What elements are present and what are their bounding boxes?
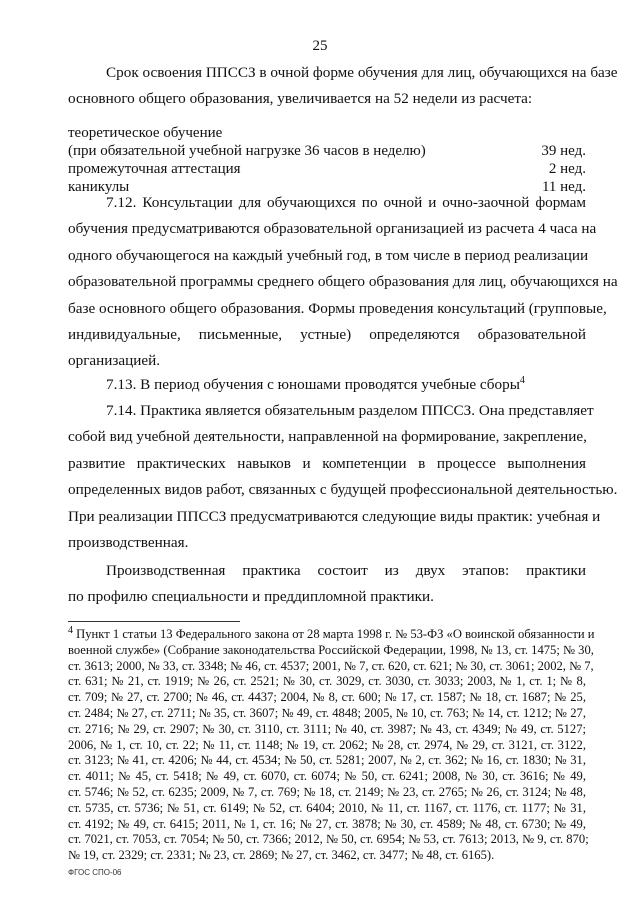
footnote-marker: 4: [68, 624, 73, 636]
p712-line: одного обучающегося на каждый учебный год, в том числе в период реализации: [68, 246, 589, 264]
footnote-line: ст. 2484; № 27, ст. 2711; № 35, ст. 3607; № 49, ст. 4848; 2005, № 10, ст. 763; № 14, ст. 1212; № 27,: [68, 705, 586, 720]
paragraph-production-practice: [68, 558, 586, 611]
pprod-line: Производственная практика состоит из двух этапов: практики: [106, 562, 586, 579]
footnote-reference: 4: [519, 374, 525, 386]
pprod-line: по профилю специальности и преддипломной практики.: [68, 588, 434, 606]
intro-line: Срок освоения ППССЗ в очной форме обучения для лиц, обучающихся на базе: [106, 64, 618, 81]
footnote-line: ст. 2716; № 29, ст. 2907; № 30, ст. 3110, ст. 3111; № 40, ст. 3987; № 43, ст. 4349; № 49, ст. 5127;: [68, 721, 586, 736]
schedule-label: (при обязательной учебной нагрузке 36 часов в неделю): [68, 143, 426, 159]
schedule-label: каникулы: [68, 179, 130, 195]
footnote-line: ст. 5735, ст. 5736; № 51, ст. 6149; № 52, ст. 6404; 2010, № 11, ст. 1167, ст. 1176, ст. 1177; № 31,: [68, 800, 586, 815]
footnote-line: ст. 3613; 2000, № 33, ст. 3348; № 46, ст. 4537; 2001, № 7, ст. 620, ст. 621; № 30, ст. 3061; 2002, № 7,: [68, 658, 594, 673]
footnote-line: № 19, ст. 2329; ст. 2331; № 23, ст. 2869; № 27, ст. 3462, ст. 3477; № 48, ст. 6165).: [68, 848, 495, 863]
schedule-row: [68, 160, 586, 178]
p714-line: собой вид учебной деятельности, направленной на формирование, закрепление,: [68, 428, 587, 446]
p712-line: образовательной программы среднего общего образования для лиц, обучающихся на: [68, 273, 618, 291]
schedule-row: [68, 142, 586, 160]
schedule-value: 2 нед.: [548, 161, 586, 177]
paragraph-7-12: [68, 190, 618, 375]
footnote-line: ст. 3123; № 41, ст. 4206; № 44, ст. 4534; № 50, ст. 5281; 2007, № 2, ст. 362; № 16, ст. 1830; № 31,: [68, 753, 586, 768]
schedule-value: [526, 124, 586, 142]
p714-line: При реализации ППССЗ предусматриваются следующие виды практик: учебная и: [68, 507, 601, 525]
schedule-label: промежуточная аттестация: [68, 161, 241, 177]
footnote-line: ст. 7021, ст. 7053, ст. 7054; № 50, ст. 7366; 2012, № 50, ст. 6954; № 53, ст. 7613; 2013, № 9, ст. 870;: [68, 832, 589, 847]
footnote-line: ст. 709; № 27, ст. 2700; № 46, ст. 4437; 2004, № 8, ст. 600; № 17, ст. 1587; № 18, ст. 1687; № 25,: [68, 690, 586, 705]
p712-line: базе основного общего образования. Формы проведения консультаций (групповые,: [68, 299, 607, 317]
schedule-label: теоретическое обучение: [68, 125, 223, 141]
footnote-line: [68, 624, 595, 643]
p712-line: индивидуальные, письменные, устные) определяются образовательной: [68, 326, 586, 344]
paragraph-7-13-text: 7.13. В период обучения с юношами проводятся учебные сборы: [106, 376, 520, 393]
footnote-line: ст. 4192; № 49, ст. 6415; 2011, № 1, ст. 16; № 27, ст. 3878; № 30, ст. 4589; № 48, ст. 6730; № 49,: [68, 816, 586, 831]
p714-line: определенных видов работ, связанных с будущей профессиональной деятельностью.: [68, 481, 618, 499]
schedule-row: [68, 124, 586, 142]
p714-line: развитие практических навыков и компетенции в процессе выполнения: [68, 454, 586, 472]
paragraph-7-14: [68, 398, 618, 556]
p712-line: 7.12. Консультации для обучающихся по очной и очно-заочной формам: [106, 194, 586, 211]
p712-line: обучения предусматриваются образовательной организацией из расчета 4 часа на: [68, 220, 597, 238]
footnote: [68, 624, 595, 864]
study-schedule: [68, 124, 586, 196]
footnote-line: ст. 631; № 21, ст. 1919; № 26, ст. 2521; № 30, ст. 3029, ст. 3030, ст. 3033; 2003, № 1, ст. 1; № 8,: [68, 674, 586, 689]
intro-line: основного общего образования, увеличивается на 52 недели из расчета:: [68, 90, 533, 108]
footnote-line: ст. 4011; № 45, ст. 5418; № 49, ст. 6070, ст. 6074; № 50, ст. 6241; 2008, № 30, ст. 3616; № 49,: [68, 769, 586, 784]
footnote-line: военной службе» (Собрание законодательства Российской Федерации, 1998, № 13, ст. 1475; № 30,: [68, 642, 594, 657]
footnote-line-text: Пункт 1 статьи 13 Федерального закона от 28 марта 1998 г. № 53-ФЗ «О воинской обязанности и: [73, 627, 595, 641]
footnote-line: 2006, № 1, ст. 10, ст. 22; № 11, ст. 1148; № 19, ст. 2062; № 28, ст. 2974, № 29, ст. 3121, ст. 3122,: [68, 737, 586, 752]
footnote-line: ст. 5746; № 52, ст. 6235; 2009, № 7, ст. 769; № 18, ст. 2149; № 23, ст. 2765; № 26, ст. 3124; № 48,: [68, 784, 586, 799]
page-number: 25: [312, 38, 328, 54]
p712-line: организацией.: [68, 352, 161, 370]
p714-line: производственная.: [68, 534, 189, 552]
footnote-rule: [68, 621, 240, 622]
intro-paragraph: [68, 60, 618, 113]
paragraph-7-13: [68, 372, 586, 398]
schedule-value: 39 нед.: [541, 143, 586, 159]
p714-line: 7.14. Практика является обязательным разделом ППССЗ. Она представляет: [106, 402, 594, 419]
footer-label: ФГОС СПО-06: [68, 868, 122, 877]
schedule-value: 11 нед.: [541, 179, 586, 195]
